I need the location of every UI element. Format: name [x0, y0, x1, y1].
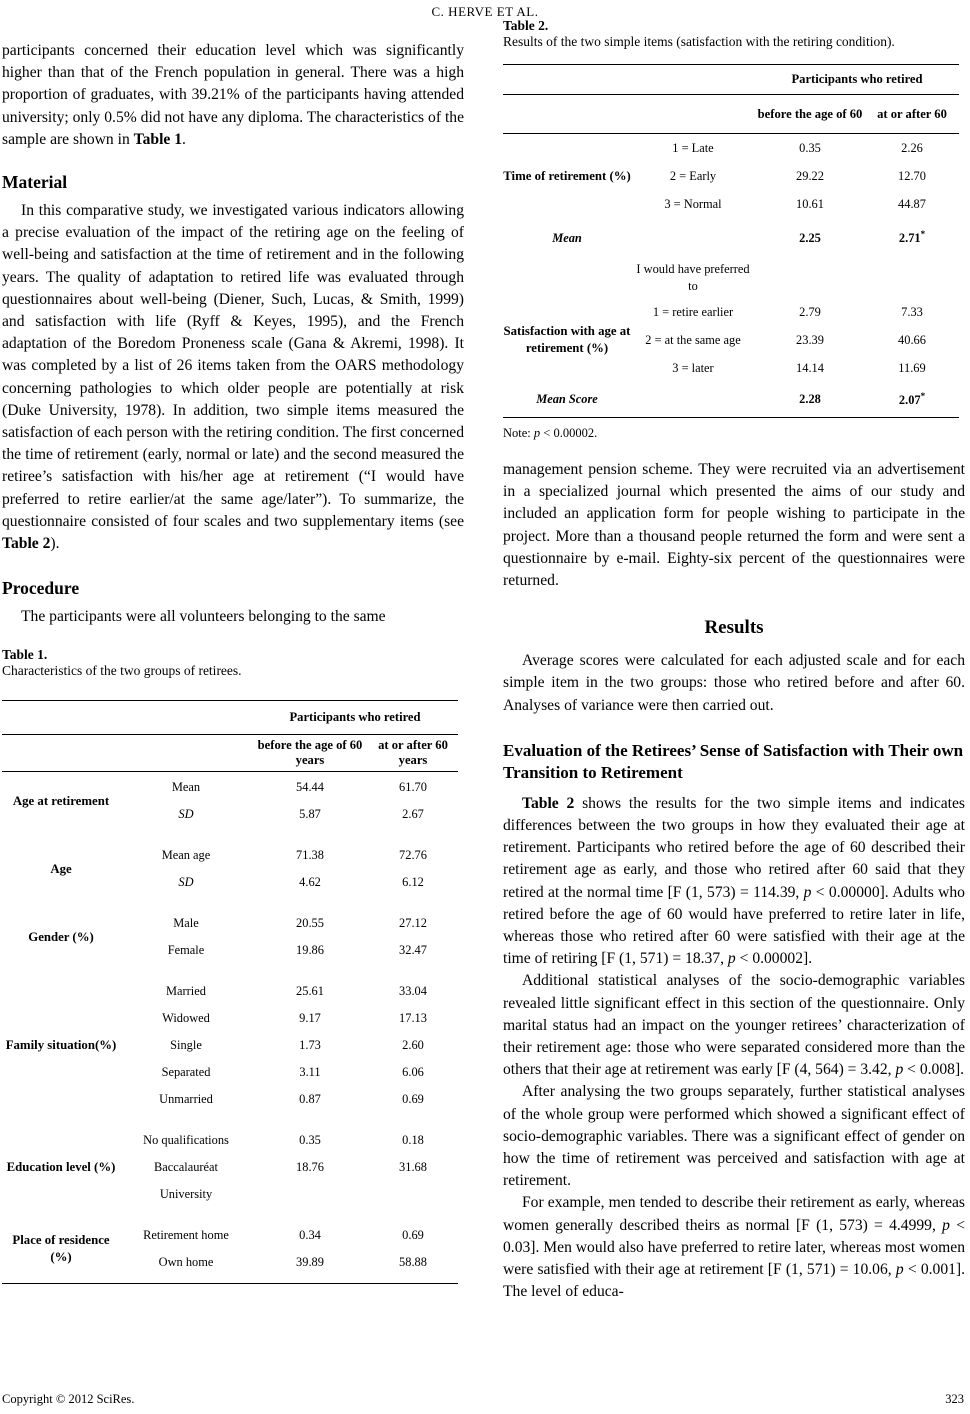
table1-value-before: 54.44 [296, 780, 324, 795]
table1-row-name: SD [178, 807, 194, 822]
table1-value-after: 27.12 [399, 916, 427, 931]
paragraph-recruitment: management pension scheme. They were recruited via an advertisement in a specialized journal which presented the aims of our study and included an application form for people wishing to participate in the project. More than a thousand people returned the form and were sent a questionnaire by e-mail. Eighty-six percent of the questionnaires were returned. [503, 461, 965, 590]
table1-value-before [252, 1181, 368, 1208]
table1-value-before: 0.87 [299, 1092, 321, 1107]
table2-satisfaction-row-after: 40.66 [898, 332, 926, 347]
table1-col-before: before the age of 60 years [252, 734, 368, 772]
table2-time-row-after: 2.26 [901, 140, 923, 155]
table1-value-before: 0.34 [299, 1228, 321, 1243]
table2-satisfaction-rows [503, 298, 959, 382]
table1-row-name: University [159, 1187, 213, 1202]
table1-value-after: 0.69 [402, 1228, 424, 1243]
table2-preference-text: I would have preferred to [636, 262, 750, 293]
paragraph-material: In this comparative study, we investigated various indicators allowing a precise evaluation of the impact of the retiring age on the feeling of well-being and satisfaction at the time of retirement and in the following years. The quality of adaptation to retired life was evaluated through questionnaires about well-being (Diener, Such, Lucas, & Smith, 1999) and satisfaction with life (Ryff & Keyes, 1995), and the French adaptation of the Boredom Proneness scale (Gana & Akremi, 1998). It was completed by a list of 26 items taken from the OARS methodology concerning pathologies to which older people are potentially at risk (Duke University, 1978). In addition, two simple items measured the satisfaction of each person with the retiring condition. The first concerned the time of retirement (early, normal or late) and the second measured the retiree’s satisfaction with his/her age at retirement (“I would have preferred to retire earlier/at the same age/later”). To summarize, the questionnaire consisted of four scales and two supplementary items (see Table 2). [2, 202, 464, 553]
table2-time-row-label: Time of retirement (%) [503, 168, 631, 183]
table2-time-row-name: 3 = Normal [664, 196, 722, 211]
table1-row-name: Own home [158, 1255, 214, 1270]
table2 [503, 18, 965, 441]
table1-group-label: Education level (%) [6, 1160, 116, 1175]
table1-value-after [368, 1181, 458, 1208]
table2-time-row-name: 1 = Late [672, 140, 714, 155]
table1-group-label: Gender (%) [28, 929, 94, 944]
table1-value-after: 0.18 [402, 1133, 424, 1148]
table2-title: Table 2. [503, 18, 549, 33]
table1-row-name: Baccalauréat [154, 1160, 218, 1175]
table2-satisfaction-row-name: 1 = retire earlier [652, 304, 734, 319]
heading-evaluation: Evaluation of the Retirees’ Sense of Satisfaction with Their own Transition to Retirement [503, 740, 964, 782]
paragraph-additional-analyses: Additional statistical analyses of the socio-demographic variables revealed little significant effect in this section of the questionnaire. Only marital status had an impact on the younger retirees’ characterization of their retirement age: those who were separated considered more than the others that their age at retirement was early [F (4, 564) = 3.42, p < 0.008]. [503, 972, 965, 1079]
table2-time-rows [503, 134, 959, 218]
table1-row-name: Mean [171, 780, 201, 795]
table1-value-before: 20.55 [296, 916, 324, 931]
table1-title: Table 1. [2, 647, 48, 663]
table1-row-name: Unmarried [159, 1092, 213, 1107]
paragraph-table2-results: Table 2 shows the results for the two simple items and indicates differences between the two groups in how they evaluated their age at retirement. Participants who retired before the age of 60 described their retirement age as early, and those who retired after 60 said that they retired at the normal time [F (1, 573) = 114.39, p < 0.00000]. Adults who retired before the age of 60 would have preferred to retire later in life, whereas those who retired after 60 were satisfied with their age at the time of retiring [F (1, 571) = 18.37, p < 0.00002]. [503, 794, 965, 968]
table1-caption: Characteristics of the two groups of retirees. [2, 663, 242, 679]
right-column [503, 16, 965, 1304]
table2-caption: Results of the two simple items (satisfaction with the retiring condition). [503, 34, 895, 49]
table1-row-name: Single [170, 1038, 202, 1053]
table2-score-before: 2.28 [755, 382, 865, 418]
table1-value-after: 0.69 [402, 1092, 424, 1107]
table1-value-before: 18.76 [296, 1160, 324, 1175]
table1-row-name: Separated [161, 1065, 211, 1080]
table2-score-row [503, 382, 959, 418]
left-column [2, 40, 464, 1284]
table1-group-label: Age [50, 861, 72, 876]
table2-score-after: 2.07* [865, 382, 959, 418]
table1-value-before: 4.62 [299, 875, 321, 890]
table2-satisfaction-row-label: Satisfaction with age at retirement (%) [503, 324, 631, 355]
table2-mean-row [503, 218, 959, 258]
table1-row-name: SD [178, 875, 194, 890]
table1-row [2, 1222, 458, 1249]
table2-score-label: Mean Score [503, 382, 631, 418]
table1-reference: Table 1 [133, 130, 183, 148]
table1-value-after: 33.04 [399, 984, 427, 999]
table1-row [2, 910, 458, 937]
footer-page-number: 323 [945, 1392, 964, 1406]
heading-procedure: Procedure [2, 578, 80, 599]
table1-group-header: Participants who retired [252, 700, 458, 734]
heading-material: Material [2, 172, 68, 193]
table1-grid [2, 700, 458, 1284]
table2-col-before: before the age of 60 [755, 94, 865, 134]
table2-time-row-after: 44.87 [898, 196, 926, 211]
table2-time-row-before: 29.22 [796, 168, 824, 183]
table1-group-label: Age at retirement [12, 793, 110, 808]
table1-group-label: Place of residence (%) [12, 1233, 110, 1265]
table1-value-after: 6.12 [402, 875, 424, 890]
heading-results: Results [704, 617, 764, 639]
table2-satisfaction-row-name: 2 = at the same age [645, 332, 741, 347]
table1-row-name: Widowed [162, 1011, 210, 1026]
table1-row [2, 978, 458, 1005]
paragraph-gender-example: For example, men tended to describe their retirement as early, whereas women generally described theirs as normal [F (1, 573) = 4.4999, p < 0.03]. Men would also have preferred to retire later, whereas most women were satisfied with their age at retirement [F (1, 571) = 10.06, p < 0.001]. The level of educa- [503, 1194, 965, 1301]
table2-time-row-before: 10.61 [796, 196, 824, 211]
table1-row [2, 774, 458, 801]
table1-value-after: 61.70 [399, 780, 427, 795]
table1-value-after: 6.06 [402, 1065, 424, 1080]
table2-group-header: Participants who retired [755, 64, 959, 94]
table2-note: Note: p < 0.00002. [503, 426, 598, 440]
table2-time-row-after: 12.70 [898, 168, 926, 183]
table2-grid [503, 64, 959, 418]
table1-value-before: 5.87 [299, 807, 321, 822]
table2-satisfaction-row-after: 7.33 [901, 304, 923, 319]
table2-satisfaction-row-after: 11.69 [898, 360, 926, 375]
table1-row-name: Retirement home [143, 1228, 229, 1243]
table1-row-name: Mean age [161, 848, 211, 863]
table1 [2, 647, 464, 1284]
table1-value-after: 2.67 [402, 807, 424, 822]
table2-mean-after: 2.71* [898, 229, 926, 246]
table1-row [2, 1127, 458, 1154]
table2-reference-right: Table 2 [522, 794, 575, 812]
table1-value-before: 1.73 [299, 1038, 321, 1053]
table1-value-after: 2.60 [402, 1038, 424, 1053]
table2-reference: Table 2 [2, 535, 51, 553]
table1-row [2, 842, 458, 869]
table2-time-row [503, 134, 959, 162]
paragraph-participants: participants concerned their education level which was significantly higher than that of the French population in general. There was a high proportion of graduates, with 39.21% of the participants having attended university; only 0.5% did not have any diploma. The characteristics of the sample are shown in Table 1. [2, 42, 464, 148]
table1-group-label: Family situation(%) [5, 1038, 117, 1053]
table1-value-before: 19.86 [296, 943, 324, 958]
table2-satisfaction-row-before: 23.39 [796, 332, 824, 347]
table1-row-name: Married [166, 984, 206, 999]
table1-value-before: 3.11 [299, 1065, 321, 1080]
table2-time-row-name: 2 = Early [669, 168, 717, 183]
table1-value-before: 0.35 [299, 1133, 321, 1148]
table1-value-before: 9.17 [299, 1011, 321, 1026]
table1-value-after: 72.76 [399, 848, 427, 863]
running-head: C. HERVE ET AL. [431, 4, 539, 19]
table2-satisfaction-row-name: 3 = later [672, 360, 714, 375]
table1-value-before: 71.38 [296, 848, 324, 863]
table1-body [2, 772, 458, 1284]
table1-value-after: 32.47 [399, 943, 427, 958]
table1-row-name: Female [167, 943, 205, 958]
table2-col-after: at or after 60 [865, 94, 959, 134]
table2-satisfaction-row-before: 2.79 [799, 304, 821, 319]
paragraph-procedure: The participants were all volunteers belonging to the same [21, 608, 386, 626]
table1-value-after: 31.68 [399, 1160, 427, 1175]
paragraph-whole-group: After analysing the two groups separately, further statistical analyses of the whole group were performed which showed a significant effect of socio-demographic variables. There was a significant effect of gender on how the time of retirement was perceived and satisfaction with age at retirement. [503, 1083, 965, 1190]
footer-copyright: Copyright © 2012 SciRes. [2, 1392, 135, 1406]
table2-mean-before: 2.25 [799, 230, 821, 245]
table1-value-after: 58.88 [399, 1255, 427, 1270]
table1-value-before: 25.61 [296, 984, 324, 999]
table1-value-after: 17.13 [399, 1011, 427, 1026]
table1-row-name: No qualifications [143, 1133, 229, 1148]
table1-value-before: 39.89 [296, 1255, 324, 1270]
table1-col-after: at or after 60 years [368, 734, 458, 772]
paragraph-average-scores: Average scores were calculated for each adjusted scale and for each simple item in the two groups: those who retired before and after 60. Analyses of variance were then carried out. [503, 652, 965, 714]
table2-mean-label: Mean [552, 230, 582, 245]
table2-satisfaction-row-before: 14.14 [796, 360, 824, 375]
table2-time-row-before: 0.35 [799, 140, 821, 155]
table1-row-name: Male [173, 916, 199, 931]
table2-satisfaction-row [503, 298, 959, 326]
